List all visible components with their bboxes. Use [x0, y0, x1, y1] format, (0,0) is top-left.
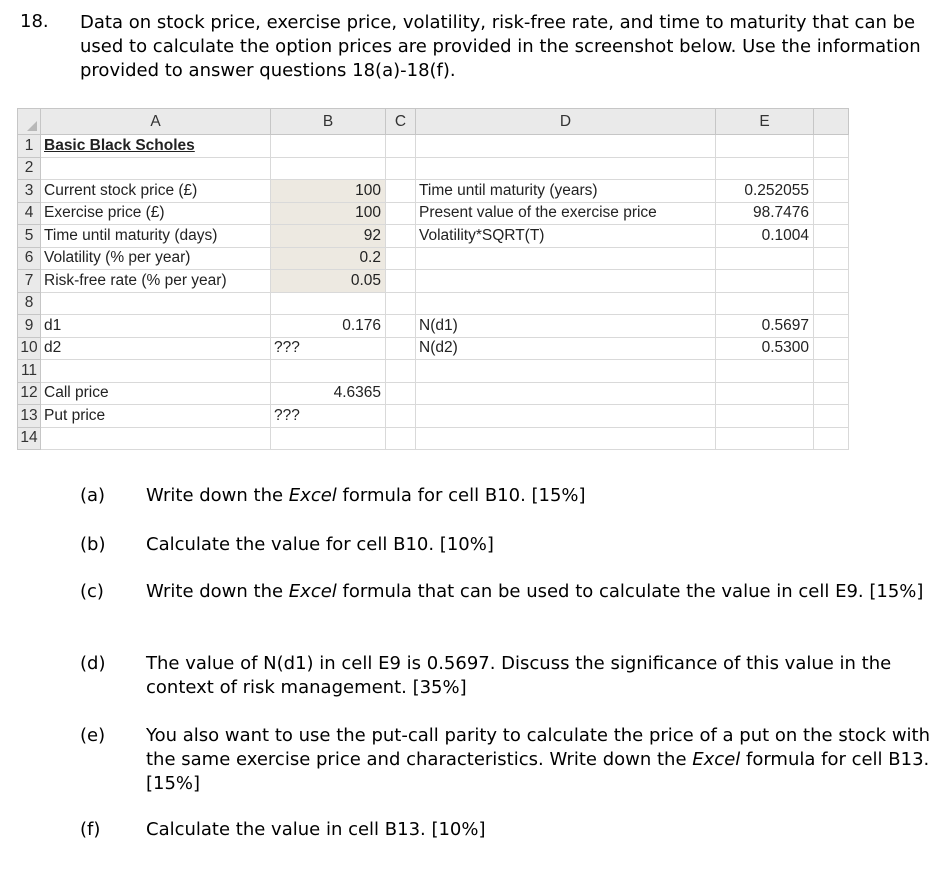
cell-c1[interactable] — [386, 135, 416, 158]
sheet-row — [18, 382, 849, 405]
sheet-row — [18, 202, 849, 225]
spreadsheet-screenshot — [17, 108, 849, 450]
cell-f13[interactable] — [814, 405, 849, 428]
row-header[interactable]: 5 — [18, 225, 41, 248]
cell-c13[interactable] — [386, 405, 416, 428]
cell-c6[interactable] — [386, 247, 416, 270]
part-label: (e) — [80, 725, 106, 746]
row-header[interactable]: 8 — [18, 292, 41, 315]
column-header-b[interactable]: B — [271, 109, 386, 135]
sheet-row — [18, 337, 849, 360]
column-header-f[interactable] — [814, 109, 849, 135]
cell-b6[interactable]: 0.2 — [271, 247, 386, 270]
cell-a10[interactable]: d2 — [41, 337, 271, 360]
cell-e13[interactable] — [716, 405, 814, 428]
question-number: 18. — [20, 11, 49, 32]
row-header[interactable]: 11 — [18, 360, 41, 383]
cell-a6[interactable]: Volatility (% per year) — [41, 247, 271, 270]
cell-d8[interactable] — [416, 292, 716, 315]
cell-f12[interactable] — [814, 382, 849, 405]
cell-e10[interactable]: 0.5300 — [716, 337, 814, 360]
cell-a7[interactable]: Risk-free rate (% per year) — [41, 270, 271, 293]
part-label: (b) — [80, 534, 106, 555]
cell-d7[interactable] — [416, 270, 716, 293]
cell-d9[interactable]: N(d1) — [416, 315, 716, 338]
cell-c3[interactable] — [386, 180, 416, 203]
cell-c14[interactable] — [386, 427, 416, 450]
cell-d12[interactable] — [416, 382, 716, 405]
select-all-corner[interactable] — [18, 109, 41, 135]
cell-d11[interactable] — [416, 360, 716, 383]
cell-e9[interactable]: 0.5697 — [716, 315, 814, 338]
row-header[interactable]: 4 — [18, 202, 41, 225]
cell-b13[interactable]: ??? — [271, 405, 386, 428]
cell-c12[interactable] — [386, 382, 416, 405]
cell-c4[interactable] — [386, 202, 416, 225]
cell-e5[interactable]: 0.1004 — [716, 225, 814, 248]
cell-b4[interactable]: 100 — [271, 202, 386, 225]
cell-b11[interactable] — [271, 360, 386, 383]
row-header[interactable]: 2 — [18, 157, 41, 180]
spreadsheet-grid — [17, 108, 849, 450]
cell-b14[interactable] — [271, 427, 386, 450]
cell-c8[interactable] — [386, 292, 416, 315]
cell-a14[interactable] — [41, 427, 271, 450]
cell-f1[interactable] — [814, 135, 849, 158]
part-label: (c) — [80, 581, 104, 602]
row-header[interactable]: 10 — [18, 337, 41, 360]
cell-d2[interactable] — [416, 157, 716, 180]
cell-b3[interactable]: 100 — [271, 180, 386, 203]
cell-d6[interactable] — [416, 247, 716, 270]
cell-f14[interactable] — [814, 427, 849, 450]
cell-a4[interactable]: Exercise price (£) — [41, 202, 271, 225]
sheet-row — [18, 270, 849, 293]
cell-f2[interactable] — [814, 157, 849, 180]
part-text: Calculate the value in cell B13. [10%] — [146, 819, 486, 840]
column-header-row — [18, 109, 849, 135]
sheet-row — [18, 405, 849, 428]
cell-d4[interactable]: Present value of the exercise price — [416, 202, 716, 225]
cell-a5[interactable]: Time until maturity (days) — [41, 225, 271, 248]
cell-f11[interactable] — [814, 360, 849, 383]
part-label: (f) — [80, 819, 101, 840]
cell-b12[interactable]: 4.6365 — [271, 382, 386, 405]
cell-f3[interactable] — [814, 180, 849, 203]
cell-b10[interactable]: ??? — [271, 337, 386, 360]
cell-d1[interactable] — [416, 135, 716, 158]
cell-e6[interactable] — [716, 247, 814, 270]
cell-c9[interactable] — [386, 315, 416, 338]
cell-a11[interactable] — [41, 360, 271, 383]
cell-e11[interactable] — [716, 360, 814, 383]
question-intro: Data on stock price, exercise price, volatility, risk-free rate, and time to maturity that can be used to calculate the option prices are provided in the screenshot below. Use the information provided to answer questions 18(a)-18(f). — [80, 12, 921, 81]
cell-e1[interactable] — [716, 135, 814, 158]
cell-b2[interactable] — [271, 157, 386, 180]
row-header[interactable]: 7 — [18, 270, 41, 293]
sheet-row — [18, 180, 849, 203]
cell-e4[interactable]: 98.7476 — [716, 202, 814, 225]
cell-b9[interactable]: 0.176 — [271, 315, 386, 338]
sheet-row — [18, 135, 849, 158]
cell-b5[interactable]: 92 — [271, 225, 386, 248]
cell-b8[interactable] — [271, 292, 386, 315]
row-header[interactable]: 1 — [18, 135, 41, 158]
cell-e7[interactable] — [716, 270, 814, 293]
sheet-row — [18, 225, 849, 248]
cell-c5[interactable] — [386, 225, 416, 248]
cell-f8[interactable] — [814, 292, 849, 315]
cell-a13[interactable]: Put price — [41, 405, 271, 428]
row-header[interactable]: 9 — [18, 315, 41, 338]
row-header[interactable]: 13 — [18, 405, 41, 428]
cell-c11[interactable] — [386, 360, 416, 383]
cell-f6[interactable] — [814, 247, 849, 270]
cell-a2[interactable] — [41, 157, 271, 180]
cell-c10[interactable] — [386, 337, 416, 360]
row-header[interactable]: 14 — [18, 427, 41, 450]
cell-b1[interactable] — [271, 135, 386, 158]
column-header-a[interactable]: A — [41, 109, 271, 135]
cell-a1[interactable] — [41, 135, 271, 158]
cell-f4[interactable] — [814, 202, 849, 225]
column-header-e[interactable]: E — [716, 109, 814, 135]
row-header[interactable]: 12 — [18, 382, 41, 405]
cell-d3[interactable]: Time until maturity (years) — [416, 180, 716, 203]
cell-c2[interactable] — [386, 157, 416, 180]
cell-a3[interactable]: Current stock price (£) — [41, 180, 271, 203]
part-label: (d) — [80, 653, 106, 674]
part-text: The value of N(d1) in cell E9 is 0.5697. Discuss the significance of this value in the context of risk management. [35%] — [146, 653, 892, 698]
cell-a9[interactable]: d1 — [41, 315, 271, 338]
cell-f7[interactable] — [814, 270, 849, 293]
cell-f5[interactable] — [814, 225, 849, 248]
cell-d13[interactable] — [416, 405, 716, 428]
sheet-row — [18, 157, 849, 180]
cell-e12[interactable] — [716, 382, 814, 405]
sheet-row — [18, 315, 849, 338]
part-text: Write down the Excel formula that can be used to calculate the value in cell E9. [15%] — [146, 581, 924, 602]
sheet-row — [18, 247, 849, 270]
part-label: (a) — [80, 485, 106, 506]
sheet-title: Basic Black Scholes — [44, 136, 195, 154]
cell-f10[interactable] — [814, 337, 849, 360]
cell-d10[interactable]: N(d2) — [416, 337, 716, 360]
cell-e14[interactable] — [716, 427, 814, 450]
cell-e2[interactable] — [716, 157, 814, 180]
cell-e3[interactable]: 0.252055 — [716, 180, 814, 203]
part-text: You also want to use the put-call parity to calculate the price of a put on the stock with the same exercise price and characteristics. Write down the Excel formula for cell B13. [15%] — [146, 725, 931, 794]
sheet-row — [18, 427, 849, 450]
cell-a8[interactable] — [41, 292, 271, 315]
cell-f9[interactable] — [814, 315, 849, 338]
sheet-row — [18, 292, 849, 315]
column-header-d[interactable]: D — [416, 109, 716, 135]
sheet-row — [18, 360, 849, 383]
part-text: Write down the Excel formula for cell B10. [15%] — [146, 485, 586, 506]
cell-e8[interactable] — [716, 292, 814, 315]
cell-d5[interactable]: Volatility*SQRT(T) — [416, 225, 716, 248]
cell-b7[interactable]: 0.05 — [271, 270, 386, 293]
column-header-c[interactable]: C — [386, 109, 416, 135]
cell-c7[interactable] — [386, 270, 416, 293]
row-header[interactable]: 3 — [18, 180, 41, 203]
row-header[interactable]: 6 — [18, 247, 41, 270]
part-text: Calculate the value for cell B10. [10%] — [146, 534, 494, 555]
cell-d14[interactable] — [416, 427, 716, 450]
cell-a12[interactable]: Call price — [41, 382, 271, 405]
